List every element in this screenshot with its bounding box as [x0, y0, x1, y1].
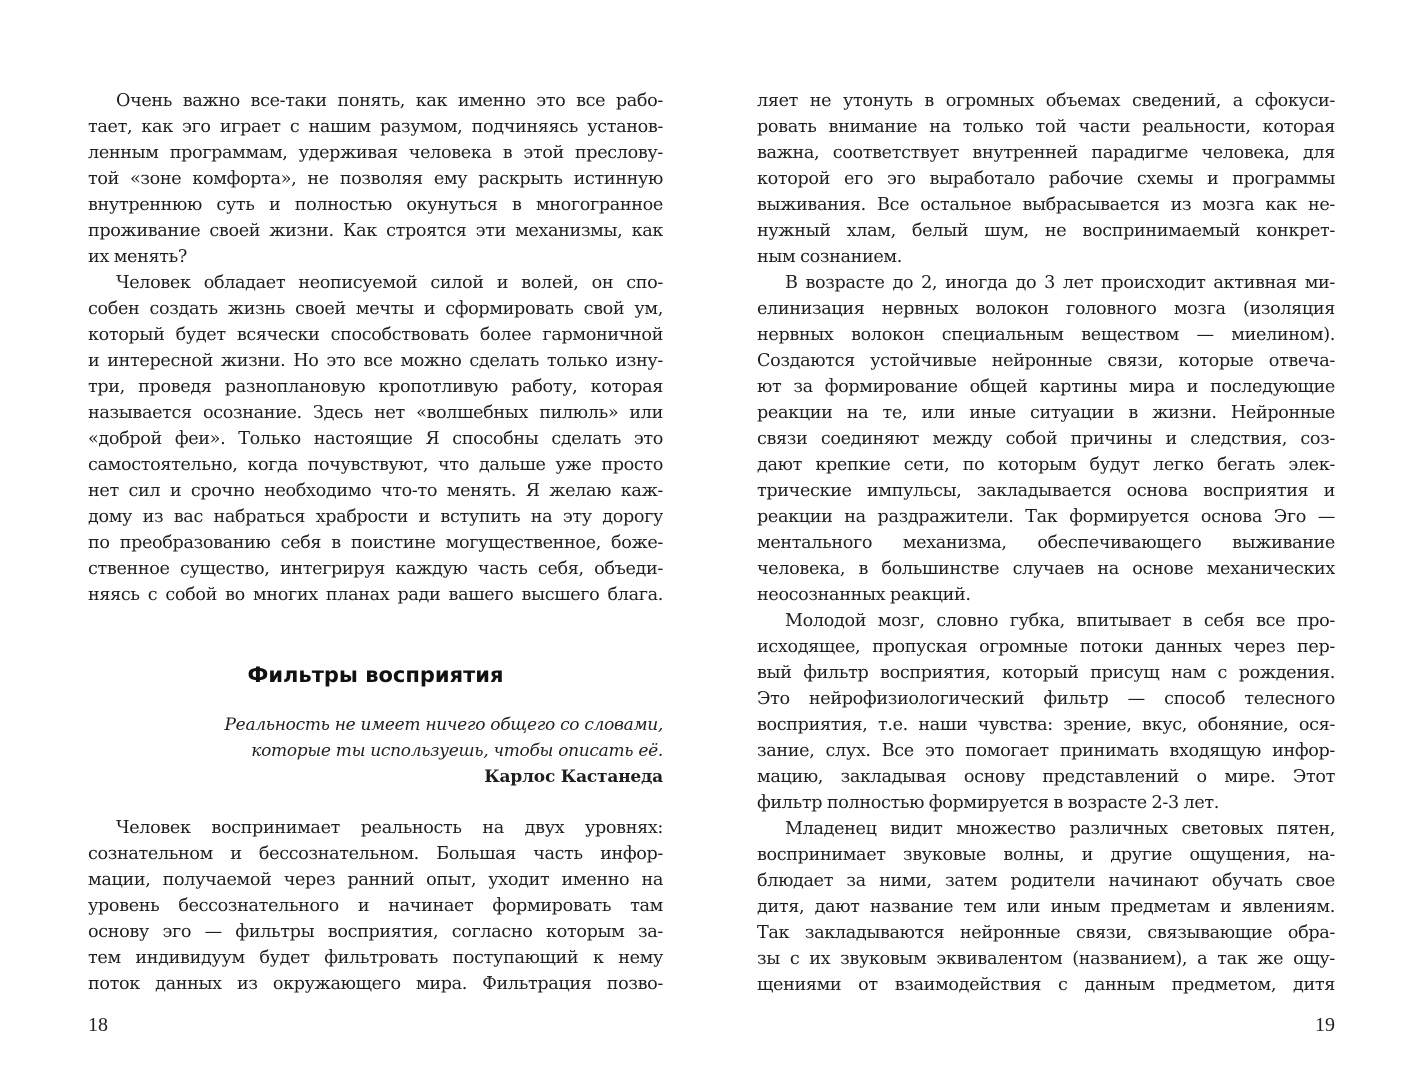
text-line: Создаются устойчивые нейронные связи, которые отвеча- [757, 351, 1335, 371]
text-line: мацию, закладывая основу представлений о мире. Этот [757, 767, 1335, 787]
text-line: ным сознанием. [757, 247, 903, 267]
text-line: собен создать жизнь своей мечты и сформировать свой ум, [88, 299, 663, 319]
text-line: Человек обладает неописуемой силой и волей, он спо- [116, 273, 663, 293]
text-line: внутреннюю суть и полностью окунуться в многогранное [88, 195, 663, 215]
text-line: самостоятельно, когда почувствуют, что дальше уже просто [88, 455, 663, 475]
page-number: 19 [1315, 1014, 1335, 1036]
text-line: Младенец видит множество различных световых пятен, [785, 819, 1335, 839]
text-line: реакции на раздражители. Так формируется основа Эго — [757, 507, 1335, 527]
paragraph [88, 815, 663, 997]
text-line: зы с их звуковым эквивалентом (названием), а так же ощу- [757, 949, 1335, 969]
text-line: воспринимает звуковые волны, и другие ощущения, на- [757, 845, 1335, 865]
left-page-body [88, 88, 663, 608]
text-line: нет сил и срочно необходимо что-то менять. Я желаю каж- [88, 481, 663, 501]
epigraph [88, 712, 663, 790]
paragraph [757, 816, 1335, 998]
text-line: трические импульсы, закладывается основа восприятия и [757, 481, 1335, 501]
text-line: сознательном и бессознательном. Большая часть инфор- [88, 844, 663, 864]
text-line: уровень бессознательного и начинает формировать там [88, 896, 663, 916]
paragraph [757, 270, 1335, 608]
epigraph-line: которые ты используешь, чтобы описать её. [251, 741, 663, 761]
text-line: блюдает за ними, затем родители начинают обучать свое [757, 871, 1335, 891]
text-line: нервных волокон специальным веществом — миелином). [757, 325, 1335, 345]
text-line: зание, слух. Все это помогает принимать входящую инфор- [757, 741, 1335, 761]
text-line: вый фильтр восприятия, который присущ нам с рождения. [757, 663, 1335, 683]
text-line: ментального механизма, обеспечивающего выживание [757, 533, 1335, 553]
text-line: нужный хлам, белый шум, не воспринимаемый конкрет- [757, 221, 1335, 241]
text-line: ственное существо, интегрируя каждую часть себя, объеди- [88, 559, 663, 579]
text-line: поток данных из окружающего мира. Фильтрация позво- [88, 974, 663, 994]
text-line: которой его эго выработало рабочие схемы и программы [757, 169, 1335, 189]
text-line: исходящее, пропуская огромные потоки данных через пер- [757, 637, 1335, 657]
text-line: по преобразованию себя в поистине могущественное, боже- [88, 533, 663, 553]
text-line: связи соединяют между собой причины и следствия, соз- [757, 429, 1335, 449]
text-line: и интересной жизни. Но это все можно сделать только изну- [88, 351, 663, 371]
text-line: ленным программам, удерживая человека в этой преслову- [88, 143, 663, 163]
text-line: Молодой мозг, словно губка, впитывает в себя все про- [785, 611, 1335, 631]
text-line: «доброй феи». Только настоящие Я способны сделать это [88, 429, 663, 449]
text-line: В возрасте до 2, иногда до 3 лет происходит активная ми- [785, 273, 1335, 293]
text-line: той «зоне комфорта», не позволяя ему раскрыть истинную [88, 169, 663, 189]
paragraph [88, 88, 663, 270]
text-line: няясь с собой во многих планах ради вашего высшего блага. [88, 585, 663, 605]
text-line: основу эго — фильтры восприятия, согласно которым за- [88, 922, 663, 942]
page-number: 18 [88, 1014, 108, 1036]
text-line: елинизация нервных волокон головного мозга (изоляция [757, 299, 1335, 319]
text-line: реакции на те, или иные ситуации в жизни. Нейронные [757, 403, 1335, 423]
text-line: дитя, дают название тем или иным предметам и явлениям. [757, 897, 1335, 917]
right-page-body [757, 88, 1335, 998]
text-line: фильтр полностью формируется в возрасте 2-3 лет. [757, 793, 1220, 813]
epigraph-author: Карлос Кастанеда [484, 767, 663, 787]
text-line: неосознанных реакций. [757, 585, 971, 605]
right-page [714, 0, 1428, 1080]
text-line: ляет не утонуть в огромных объемах сведений, а сфокуси- [757, 91, 1335, 111]
paragraph [757, 88, 1335, 270]
text-line: мации, получаемой через ранний опыт, уходит именно на [88, 870, 663, 890]
text-line: восприятия, т.е. наши чувства: зрение, вкус, обоняние, ося- [757, 715, 1335, 735]
text-line: дают крепкие сети, по которым будут легко бегать элек- [757, 455, 1335, 475]
text-line: Это нейрофизиологический фильтр — способ телесного [757, 689, 1335, 709]
paragraph [757, 608, 1335, 816]
text-line: щениями от взаимодействия с данным предметом, дитя [757, 975, 1335, 995]
text-line: ровать внимание на только той части реальности, которая [757, 117, 1335, 137]
text-line: Очень важно все-таки понять, как именно это все рабо- [116, 91, 663, 111]
text-line: три, проведя разноплановую кропотливую работу, которая [88, 377, 663, 397]
section-heading: Фильтры восприятия [247, 663, 504, 687]
text-line: называется осознание. Здесь нет «волшебных пилюль» или [88, 403, 663, 423]
text-line: Человек воспринимает реальность на двух уровнях: [116, 818, 663, 838]
text-line: важна, соответствует внутренней парадигме человека, для [757, 143, 1335, 163]
text-line: человека, в большинстве случаев на основе механических [757, 559, 1335, 579]
text-line: тает, как эго играет с нашим разумом, подчиняясь установ- [88, 117, 663, 137]
text-line: дому из вас набраться храбрости и вступить на эту дорогу [88, 507, 663, 527]
text-line: их менять? [88, 247, 187, 267]
text-line: ют за формирование общей картины мира и последующие [757, 377, 1335, 397]
text-line: тем индивидуум будет фильтровать поступающий к нему [88, 948, 663, 968]
epigraph-line: Реальность не имеет ничего общего со словами, [224, 715, 663, 735]
text-line: который будет всячески способствовать более гармоничной [88, 325, 663, 345]
text-line: выживания. Все остальное выбрасывается из мозга как не- [757, 195, 1335, 215]
text-line: проживание своей жизни. Как строятся эти механизмы, как [88, 221, 663, 241]
text-line: Так закладываются нейронные связи, связывающие обра- [757, 923, 1335, 943]
paragraph [88, 270, 663, 608]
